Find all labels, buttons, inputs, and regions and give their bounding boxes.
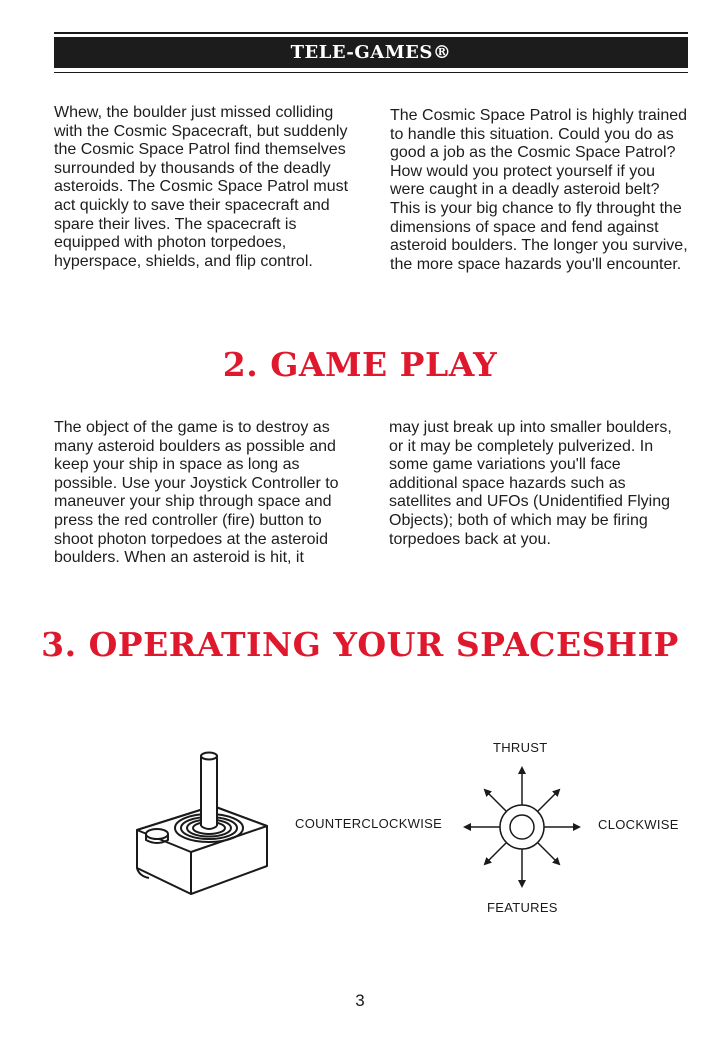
label-features: FEATURES — [487, 900, 558, 915]
direction-compass-icon — [455, 760, 590, 895]
label-thrust: THRUST — [493, 740, 548, 755]
controller-diagram — [0, 720, 720, 980]
label-counterclockwise: COUNTERCLOCKWISE — [295, 816, 443, 831]
header-title: TELE-GAMES® — [290, 42, 452, 63]
label-clockwise: CLOCKWISE — [598, 817, 679, 832]
page-number: 3 — [355, 991, 365, 1010]
section-heading-game-play: 2. GAME PLAY — [222, 345, 498, 384]
header-rule-top — [54, 32, 688, 34]
intro-right-paragraph: The Cosmic Space Patrol is highly trained to handle this situation. Could you do as good a job as the Cosmic Space Patrol? How would you protect yourself if you were caught in a deadly asteroid belt? This is your big chance to fly throught the dimensions of space and fend against asteroid boulders. The longer you survive, the more space hazards you'll encounter. — [390, 107, 688, 273]
game-play-left-paragraph: The object of the game is to destroy as many asteroid boulders as possible and keep your ship in space as long as possible. Use your Joystick Controller to maneuver your ship through space and press the red controller (fire) button to shoot photon torpedoes at the asteroid boulders. When an asteroid is hit, it — [54, 419, 339, 567]
section-heading-operating-spaceship: 3. OPERATING YOUR SPACESHIP — [41, 625, 679, 664]
header-bar — [54, 37, 688, 68]
joystick-icon — [125, 748, 275, 923]
game-play-right-paragraph: may just break up into smaller boulders, or it may be completely pulverized. In some game variations you'll face additional space hazards such as satellites and UFOs (Unidentified Flying Objects); both of which may be firing torpedoes back at you. — [389, 419, 672, 548]
header-rule-bottom — [54, 72, 688, 73]
intro-left-paragraph: Whew, the boulder just missed colliding with the Cosmic Spacecraft, but suddenly the Cosmic Space Patrol find themselves surrounded by thousands of the deadly asteroids. The Cosmic Space Patrol must act quickly to save their spacecraft and spare their lives. The spacecraft is equipped with photon torpedoes, hyperspace, shields, and flip control. — [54, 104, 349, 270]
